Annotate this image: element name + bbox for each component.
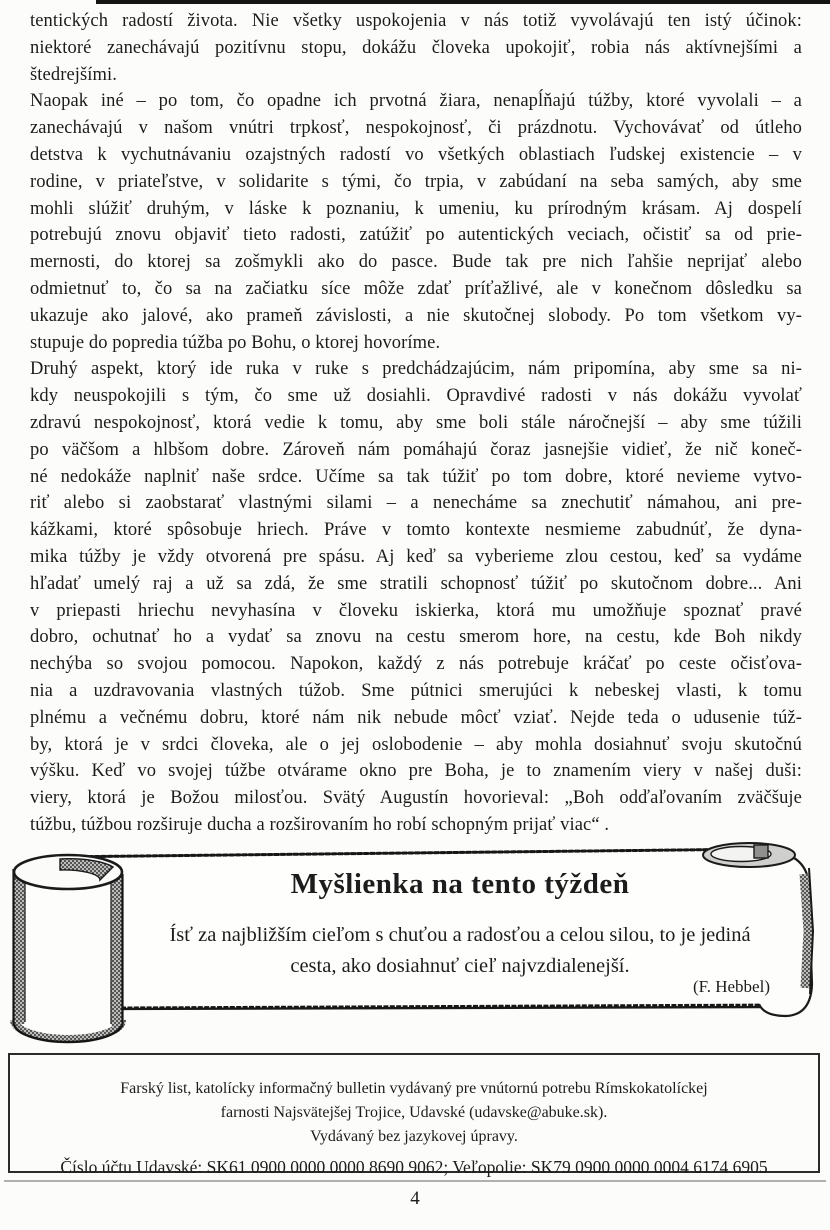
body-line: zdravú nespokojnosť, ktorá vedie k tomu, aby sme boli stále náročnejší – aby sme túžili	[30, 412, 802, 433]
body-line: by, ktorá je v srdci človeka, ale o jej oslobodenie – aby mohla dosiahnuť svoju skutočnú	[30, 734, 802, 755]
thought-quote-line: Ísť za najbližším cieľom s chuťou a radosťou a celou silou, to je jediná	[169, 924, 751, 946]
body-line: hľadať umelý raj a už sa zdá, že sme stratili schopnosť túžiť po skutočnom dobre... Ani	[30, 573, 802, 594]
body-line: riť alebo si zaobstarať vlastnými silami – a nenecháme sa znechutiť námahou, ani pre-	[30, 493, 802, 514]
body-line: mohli slúžiť druhým, v láske k poznaniu, k umeniu, ku prírodným krásam. Aj dospelí	[30, 198, 802, 219]
imprint-line: Číslo účtu Udavské: SK61 0900 0000 0000 8690 9062; Veľopolie: SK79 0900 0000 0004 6174 6905	[60, 1157, 768, 1177]
body-line: viery, ktorá je Božou milosťou. Svätý Augustín hovorieval: „Boh odďaľovaním zväčšuje	[30, 788, 802, 809]
body-line: Druhý aspekt, ktorý ide ruka v ruke s predchádzajúcim, nám pripomína, aby sme sa ni-	[30, 359, 802, 380]
imprint-line: Farský list, katolícky informačný bulletin vydávaný pre vnútornú potrebu Rímskokatolíckej	[120, 1080, 708, 1097]
body-line: mernosti, do ktorej sa zošmykli ako do pasce. Bude tak pre nich ľahšie neprijať alebo	[30, 252, 802, 273]
page-number: 4	[410, 1188, 420, 1209]
thought-quote-line: cesta, ako dosiahnuť cieľ najvzdialenejší.	[290, 955, 630, 977]
body-paragraph	[30, 8, 802, 88]
body-line: niektoré zanechávajú pozitívnu stopu, dokážu človeka upokojiť, robia nás aktívnejšími a	[30, 37, 802, 58]
body-line: potrebujú znovu objaviť tieto radosti, zatúžiť po autentických veciach, očistiť sa od prie-	[30, 225, 802, 246]
body-line: odmietnuť to, čo sa na začiatku síce môže zdať príťažlivé, ale v konečnom dôsledku sa	[30, 278, 802, 299]
body-line: dobro, ochutnať ho a vydať sa znovu na cestu smerom hore, na cestu, kde Boh nikdy	[30, 627, 802, 648]
body-line: nia a uzdravovania vlastných túžob. Sme pútnici smerujúci k nebeskej vlasti, k tomu	[30, 680, 802, 701]
imprint-box	[8, 1053, 820, 1177]
thought-quote	[130, 920, 790, 982]
body-text	[30, 8, 802, 839]
imprint-line: Vydávaný bez jazykovej úpravy.	[310, 1128, 518, 1145]
thought-title: Myšlienka na tento týždeň	[290, 868, 630, 900]
body-line: výšku. Keď vo svojej túžbe otvárame okno pre Boha, je to znamením viery v našej duši:	[30, 761, 802, 782]
imprint-line: farnosti Najsvätejšej Trojice, Udavské (udavske@abuke.sk).	[220, 1104, 608, 1121]
body-line: plnému a večnému dobru, ktoré nám nik nebude môcť vziať. Nejde teda o udusenie túž-	[30, 707, 802, 728]
body-line: detstva k vychutnávaniu ozajstných radostí vo všetkých oblastiach ľudskej existencie – v	[30, 144, 802, 165]
body-line: štedrejšími.	[30, 64, 118, 85]
body-line: túžbu, túžbou rozširuje ducha a rozširovaním ho robí schopným prijať viac“ .	[30, 814, 610, 835]
body-line: nechýba so svojou pomocou. Napokon, každý z nás potrebuje kráčať po ceste očisťova-	[30, 654, 802, 675]
scan-artifact-line	[4, 1180, 826, 1182]
body-line: tentických radostí života. Nie všetky uspokojenia v nás totiž vyvolávajú ten istý účinok:	[30, 11, 802, 31]
body-line: ukazuje ako jalové, ako prameň závislosti, a nie skutočnej slobody. Po tom všetkom vy-	[30, 305, 802, 326]
thought-attribution: (F. Hebbel)	[692, 977, 770, 996]
body-line: kdy neuspokojili s tým, čo sme už dosiahli. Opravdivé radosti v nás dokážu vyvolať	[30, 386, 802, 407]
body-line: kážkami, ktoré spôsobuje hriech. Práve v tomto kontexte nesmieme zabudnúť, že dyna-	[30, 520, 802, 541]
body-line: po väčšom a hlbšom dobre. Zároveň nám pomáhajú čoraz jasnejšie vidieť, že nič koneč-	[30, 439, 802, 460]
body-line: mika túžby je vždy otvorená pre spásu. Aj keď sa vyberieme zlou cestou, keď sa vydáme	[30, 546, 802, 567]
body-line: stupuje do popredia túžba po Bohu, o ktorej hovoríme.	[30, 332, 441, 353]
scan-artifact-bar	[96, 0, 830, 4]
body-line: né nedokáže naplniť naše srdce. Učíme sa tak túžiť po tom dobre, ktoré nevieme vytvo-	[30, 466, 802, 487]
body-line: Naopak iné – po tom, čo opadne ich prvotná žiara, nenapĺňajú túžby, ktoré vyvolali – a	[30, 91, 802, 112]
body-paragraph	[30, 356, 802, 838]
thought-scroll-banner	[0, 836, 830, 1048]
body-line: zanechávajú v našom vnútri trpkosť, nespokojnosť, či prázdnotu. Vychovávať od útleho	[30, 118, 802, 139]
body-line: v priepasti hriechu nevyhasína v človeku iskierka, ktorá mu umožňuje spoznať pravé	[30, 600, 802, 621]
body-line: rodine, v priateľstve, v solidarite s tými, čo trpia, v zabúdaní na seba samých, aby sme	[30, 171, 802, 192]
body-paragraph	[30, 88, 802, 356]
